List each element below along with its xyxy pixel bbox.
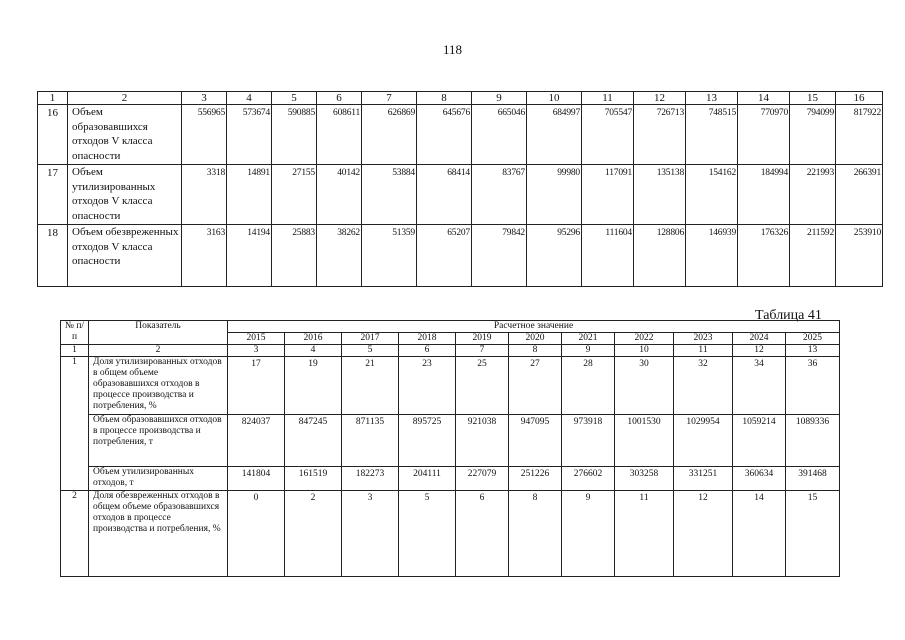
year-cell: 2022 — [615, 333, 674, 345]
value-cell: 573674 — [227, 105, 272, 165]
row-number: 1 — [61, 357, 89, 491]
header-cell: 2 — [68, 92, 182, 105]
value-cell: 14194 — [227, 225, 272, 287]
page-number: 118 — [442, 42, 463, 57]
header-cell: 13 — [686, 92, 738, 105]
value-cell: 251226 — [509, 467, 562, 491]
value-cell: 608611 — [317, 105, 362, 165]
row-label: Объем обезвреженных отходов V класса опасности — [68, 225, 182, 287]
year-cell: 2016 — [285, 333, 342, 345]
value-cell: 211592 — [790, 225, 836, 287]
value-cell: 27 — [509, 357, 562, 415]
value-cell: 3 — [342, 491, 399, 577]
value-cell: 221993 — [790, 165, 836, 225]
value-cell: 40142 — [317, 165, 362, 225]
value-cell: 14 — [733, 491, 786, 577]
index-cell: 7 — [456, 345, 509, 357]
index-cell: 10 — [615, 345, 674, 357]
value-cell: 1089336 — [786, 415, 840, 467]
value-cell: 28 — [562, 357, 615, 415]
value-cell: 824037 — [228, 415, 285, 467]
value-cell: 161519 — [285, 467, 342, 491]
value-cell: 817922 — [836, 105, 883, 165]
index-cell: 5 — [342, 345, 399, 357]
year-cell: 2025 — [786, 333, 840, 345]
value-cell: 68414 — [417, 165, 472, 225]
table-row — [61, 415, 840, 467]
value-cell: 19 — [285, 357, 342, 415]
header-cell: 9 — [472, 92, 527, 105]
value-cell: 276602 — [562, 467, 615, 491]
value-cell: 3318 — [182, 165, 227, 225]
value-cell: 331251 — [674, 467, 733, 491]
table-row — [38, 105, 883, 165]
value-cell: 726713 — [634, 105, 686, 165]
table-row — [61, 467, 840, 491]
value-cell: 12 — [674, 491, 733, 577]
value-cell: 176326 — [738, 225, 790, 287]
value-cell: 21 — [342, 357, 399, 415]
index-cell: 3 — [228, 345, 285, 357]
value-cell: 973918 — [562, 415, 615, 467]
table-header-row — [38, 92, 883, 105]
value-cell: 154162 — [686, 165, 738, 225]
indicator-header: Показатель — [89, 321, 228, 345]
table-row — [38, 165, 883, 225]
row-label: Доля обезвреженных отходов в общем объеме образовавшихся отходов в процессе производства и потребления, % — [89, 491, 228, 577]
header-cell: 10 — [527, 92, 582, 105]
number-header: № п/п — [61, 321, 89, 345]
index-cell: 8 — [509, 345, 562, 357]
value-cell: 645676 — [417, 105, 472, 165]
row-number: 16 — [38, 105, 68, 165]
value-cell: 53884 — [362, 165, 417, 225]
header-cell: 5 — [272, 92, 317, 105]
header-cell: 1 — [38, 92, 68, 105]
value-cell: 30 — [615, 357, 674, 415]
header-cell: 3 — [182, 92, 227, 105]
table-caption: Таблица 41 — [755, 308, 822, 323]
header-cell: 15 — [790, 92, 836, 105]
value-cell: 17 — [228, 357, 285, 415]
index-cell: 9 — [562, 345, 615, 357]
value-cell: 770970 — [738, 105, 790, 165]
value-cell: 748515 — [686, 105, 738, 165]
waste-share-table — [60, 320, 840, 577]
value-cell: 14891 — [227, 165, 272, 225]
value-cell: 8 — [509, 491, 562, 577]
value-cell: 51359 — [362, 225, 417, 287]
year-cell: 2023 — [674, 333, 733, 345]
value-cell: 794099 — [790, 105, 836, 165]
value-cell: 871135 — [342, 415, 399, 467]
value-cell: 266391 — [836, 165, 883, 225]
year-cell: 2018 — [399, 333, 456, 345]
year-cell: 2020 — [509, 333, 562, 345]
value-cell: 146939 — [686, 225, 738, 287]
value-cell: 665046 — [472, 105, 527, 165]
value-cell: 34 — [733, 357, 786, 415]
calculated-value-header: Расчетное значение — [228, 321, 840, 333]
value-cell: 32 — [674, 357, 733, 415]
value-cell: 79842 — [472, 225, 527, 287]
value-cell: 1029954 — [674, 415, 733, 467]
index-cell: 11 — [674, 345, 733, 357]
value-cell: 1059214 — [733, 415, 786, 467]
table-header-row — [61, 321, 840, 333]
value-cell: 99980 — [527, 165, 582, 225]
row-label: Объем образовавшихся отходов в процессе производства и потребления, т — [89, 415, 228, 467]
row-label: Объем образовавшихся отходов V класса опасности — [68, 105, 182, 165]
value-cell: 27155 — [272, 165, 317, 225]
header-cell: 14 — [738, 92, 790, 105]
header-cell: 7 — [362, 92, 417, 105]
value-cell: 947095 — [509, 415, 562, 467]
row-number: 17 — [38, 165, 68, 225]
header-cell: 16 — [836, 92, 883, 105]
value-cell: 135138 — [634, 165, 686, 225]
value-cell: 590885 — [272, 105, 317, 165]
value-cell: 303258 — [615, 467, 674, 491]
value-cell: 6 — [456, 491, 509, 577]
value-cell: 0 — [228, 491, 285, 577]
value-cell: 182273 — [342, 467, 399, 491]
year-cell: 2021 — [562, 333, 615, 345]
index-cell: 4 — [285, 345, 342, 357]
row-label: Объем утилизированных отходов V класса опасности — [68, 165, 182, 225]
value-cell: 847245 — [285, 415, 342, 467]
table-row — [38, 225, 883, 287]
index-row — [61, 345, 840, 357]
value-cell: 128806 — [634, 225, 686, 287]
value-cell: 5 — [399, 491, 456, 577]
year-cell: 2019 — [456, 333, 509, 345]
value-cell: 204111 — [399, 467, 456, 491]
value-cell: 556965 — [182, 105, 227, 165]
value-cell: 36 — [786, 357, 840, 415]
index-cell: 6 — [399, 345, 456, 357]
index-cell: 12 — [733, 345, 786, 357]
value-cell: 38262 — [317, 225, 362, 287]
row-label: Объем утилизированных отходов, т — [89, 467, 228, 491]
header-cell: 4 — [227, 92, 272, 105]
value-cell: 705547 — [582, 105, 634, 165]
row-number: 2 — [61, 491, 89, 577]
value-cell: 23 — [399, 357, 456, 415]
value-cell: 65207 — [417, 225, 472, 287]
value-cell: 253910 — [836, 225, 883, 287]
row-number: 18 — [38, 225, 68, 287]
value-cell: 111604 — [582, 225, 634, 287]
year-cell: 2017 — [342, 333, 399, 345]
value-cell: 15 — [786, 491, 840, 577]
waste-volume-table — [37, 91, 883, 287]
header-cell: 11 — [582, 92, 634, 105]
value-cell: 227079 — [456, 467, 509, 491]
index-cell: 2 — [89, 345, 228, 357]
value-cell: 9 — [562, 491, 615, 577]
value-cell: 2 — [285, 491, 342, 577]
table-row — [61, 357, 840, 415]
value-cell: 83767 — [472, 165, 527, 225]
value-cell: 3163 — [182, 225, 227, 287]
value-cell: 921038 — [456, 415, 509, 467]
value-cell: 1001530 — [615, 415, 674, 467]
value-cell: 895725 — [399, 415, 456, 467]
value-cell: 391468 — [786, 467, 840, 491]
header-cell: 6 — [317, 92, 362, 105]
header-cell: 12 — [634, 92, 686, 105]
index-cell: 1 — [61, 345, 89, 357]
value-cell: 95296 — [527, 225, 582, 287]
table-row — [61, 491, 840, 577]
year-cell: 2015 — [228, 333, 285, 345]
index-cell: 13 — [786, 345, 840, 357]
value-cell: 25883 — [272, 225, 317, 287]
value-cell: 117091 — [582, 165, 634, 225]
value-cell: 626869 — [362, 105, 417, 165]
value-cell: 684997 — [527, 105, 582, 165]
row-label: Доля утилизированных отходов в общем объеме образовавшихся отходов в процессе производства и потребления, % — [89, 357, 228, 415]
value-cell: 184994 — [738, 165, 790, 225]
header-cell: 8 — [417, 92, 472, 105]
year-cell: 2024 — [733, 333, 786, 345]
value-cell: 25 — [456, 357, 509, 415]
value-cell: 11 — [615, 491, 674, 577]
value-cell: 141804 — [228, 467, 285, 491]
value-cell: 360634 — [733, 467, 786, 491]
